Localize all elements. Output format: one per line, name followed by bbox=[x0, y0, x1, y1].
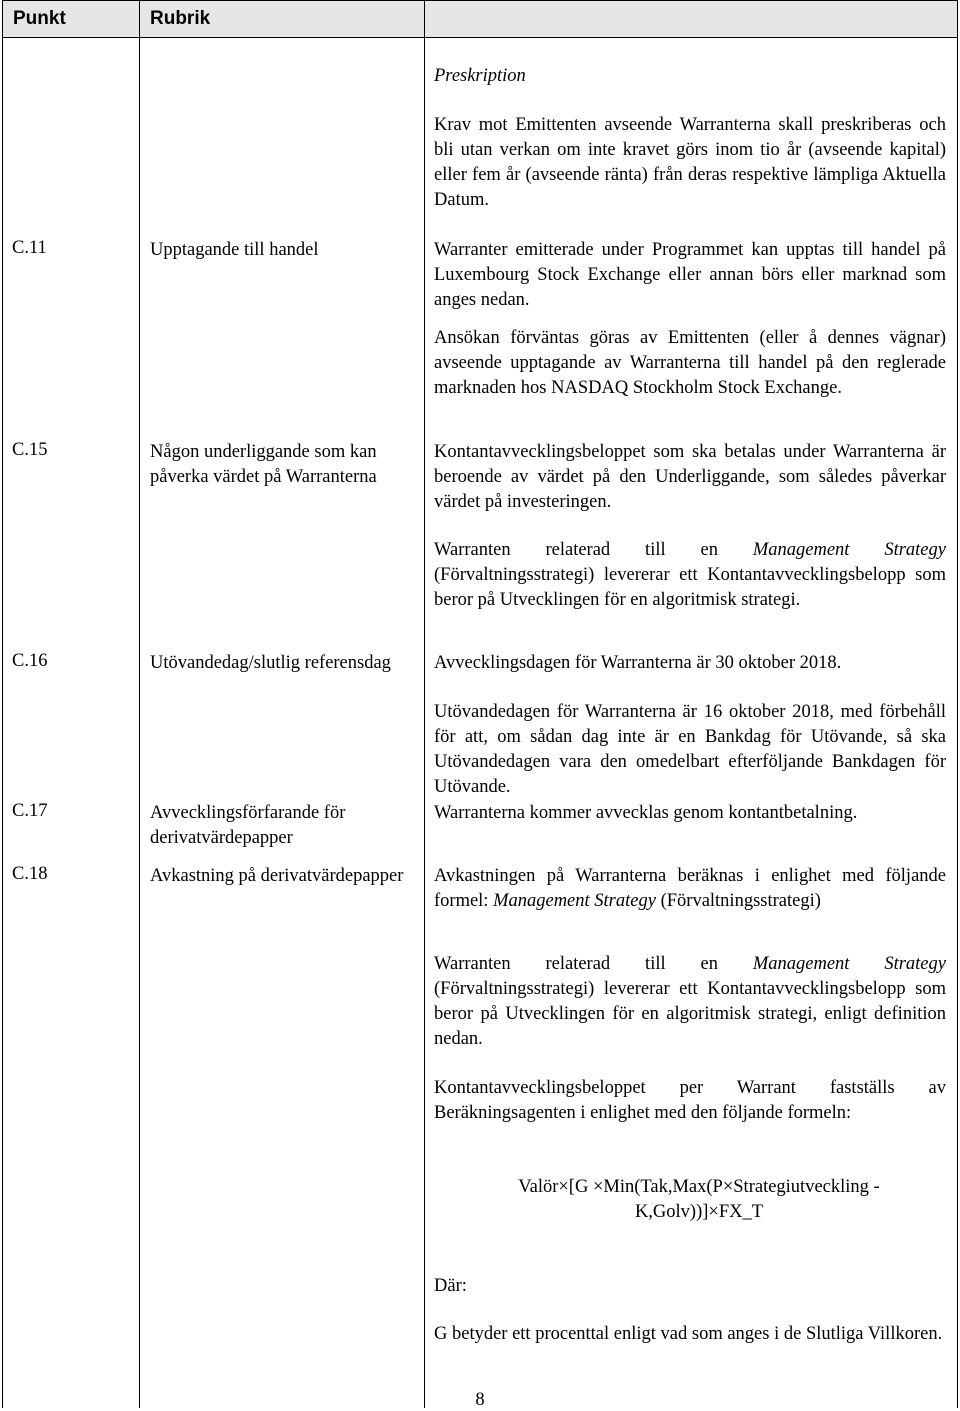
c18-paragraph-1 bbox=[434, 864, 946, 914]
formula-line-2: K,Golv))]×FX_T bbox=[634, 1202, 764, 1222]
section-number-c17: C.17 bbox=[12, 801, 48, 821]
formula-line-1: Valör×[G ×Min(Tak,Max(P×Strategiutveckling - bbox=[518, 1177, 880, 1197]
c15-p2-text-b: (Förvaltningsstrategi) levererar ett Kontantavvecklingsbelopp som beror på Utvecklingen för en algoritmisk strategi. bbox=[434, 565, 946, 610]
c18-formula bbox=[434, 1175, 960, 1225]
c18-p1-text-b: (Förvaltningsstrategi) bbox=[660, 891, 821, 911]
c18-paragraph-4: G betyder ett procenttal enligt vad som anges i de Slutliga Villkoren. bbox=[434, 1324, 943, 1344]
header-rubrik: Rubrik bbox=[140, 1, 425, 38]
section-number-c16: C.16 bbox=[12, 651, 48, 671]
table-header-row bbox=[3, 1, 958, 38]
header-punkt: Punkt bbox=[3, 1, 140, 38]
c11-paragraph-2: Ansökan förväntas göras av Emittenten (eller å dennes vägnar) avseende upptagande av Warranterna till handel på den reglerade marknaden hos NASDAQ Stockholm Stock Exchange. bbox=[434, 328, 946, 398]
prescription-text: Krav mot Emittenten avseende Warranterna skall preskriberas och bli utan verkan om inte kravet görs inom tio år (avseende kapital) eller fem år (avseende ränta) från deras respektive lämpliga Aktuella Datum. bbox=[434, 115, 946, 210]
section-rubric-c15: Någon underliggande som kan påverka värdet på Warranterna bbox=[150, 442, 377, 487]
c15-p2-italic: Management Strategy bbox=[752, 540, 946, 560]
c16-paragraph-1: Avvecklingsdagen för Warranterna är 30 oktober 2018. bbox=[434, 653, 842, 673]
c18-p1-italic: Management Strategy bbox=[493, 891, 656, 911]
c16-paragraph-2: Utövandedagen för Warranterna är 16 oktober 2018, med förbehåll för att, om sådan dag inte är en Bankdag för Utövande, så ska Utövandedagen vara den omedelbart efterföljande Bankdagen för Utövande. bbox=[434, 702, 946, 797]
c18-p2-italic: Management Strategy bbox=[752, 954, 946, 974]
section-rubric-c16: Utövandedag/slutlig referensdag bbox=[150, 653, 391, 673]
section-rubric-c17: Avvecklingsförfarande för derivatvärdepapper bbox=[150, 803, 346, 848]
c15-paragraph-1: Kontantavvecklingsbeloppet som ska betalas under Warranterna är beroende av värdet på den Underliggande, som således påverkar värdet på investeringen. bbox=[434, 442, 946, 512]
c18-dar-label: Där: bbox=[434, 1276, 467, 1296]
c18-p1-text-a: Avkastningen på Warranterna beräknas i enlighet med följande formel: bbox=[434, 866, 946, 911]
section-number-c15: C.15 bbox=[12, 440, 48, 460]
c18-p2-text-a: Warranten relaterad till en bbox=[434, 954, 718, 974]
c11-paragraph-1: Warranter emitterade under Programmet kan upptas till handel på Luxembourg Stock Exchange eller annan börs eller marknad som anges nedan. bbox=[434, 240, 946, 310]
c15-paragraph-2 bbox=[434, 538, 946, 613]
c15-p2-text-a: Warranten relaterad till en bbox=[434, 540, 718, 560]
section-rubric-c18: Avkastning på derivatvärdepapper bbox=[150, 866, 404, 886]
prescription-heading: Preskription bbox=[434, 66, 526, 86]
section-number-c18: C.18 bbox=[12, 864, 48, 884]
c17-paragraph-1: Warranterna kommer avvecklas genom kontantbetalning. bbox=[434, 803, 858, 823]
header-empty bbox=[425, 1, 958, 38]
c18-p2-text-b: (Förvaltningsstrategi) levererar ett Kontantavvecklingsbelopp som beror på Utvecklingen för en algoritmisk strategi, enligt definition nedan. bbox=[434, 979, 946, 1049]
c18-paragraph-3: Kontantavvecklingsbeloppet per Warrant fastställs av Beräkningsagenten i enlighet med den följande formeln: bbox=[434, 1078, 946, 1123]
section-rubric-c11: Upptagande till handel bbox=[150, 240, 319, 260]
page-number: 8 bbox=[475, 1390, 485, 1410]
section-number-c11: C.11 bbox=[12, 238, 47, 258]
c18-paragraph-2 bbox=[434, 952, 946, 1052]
